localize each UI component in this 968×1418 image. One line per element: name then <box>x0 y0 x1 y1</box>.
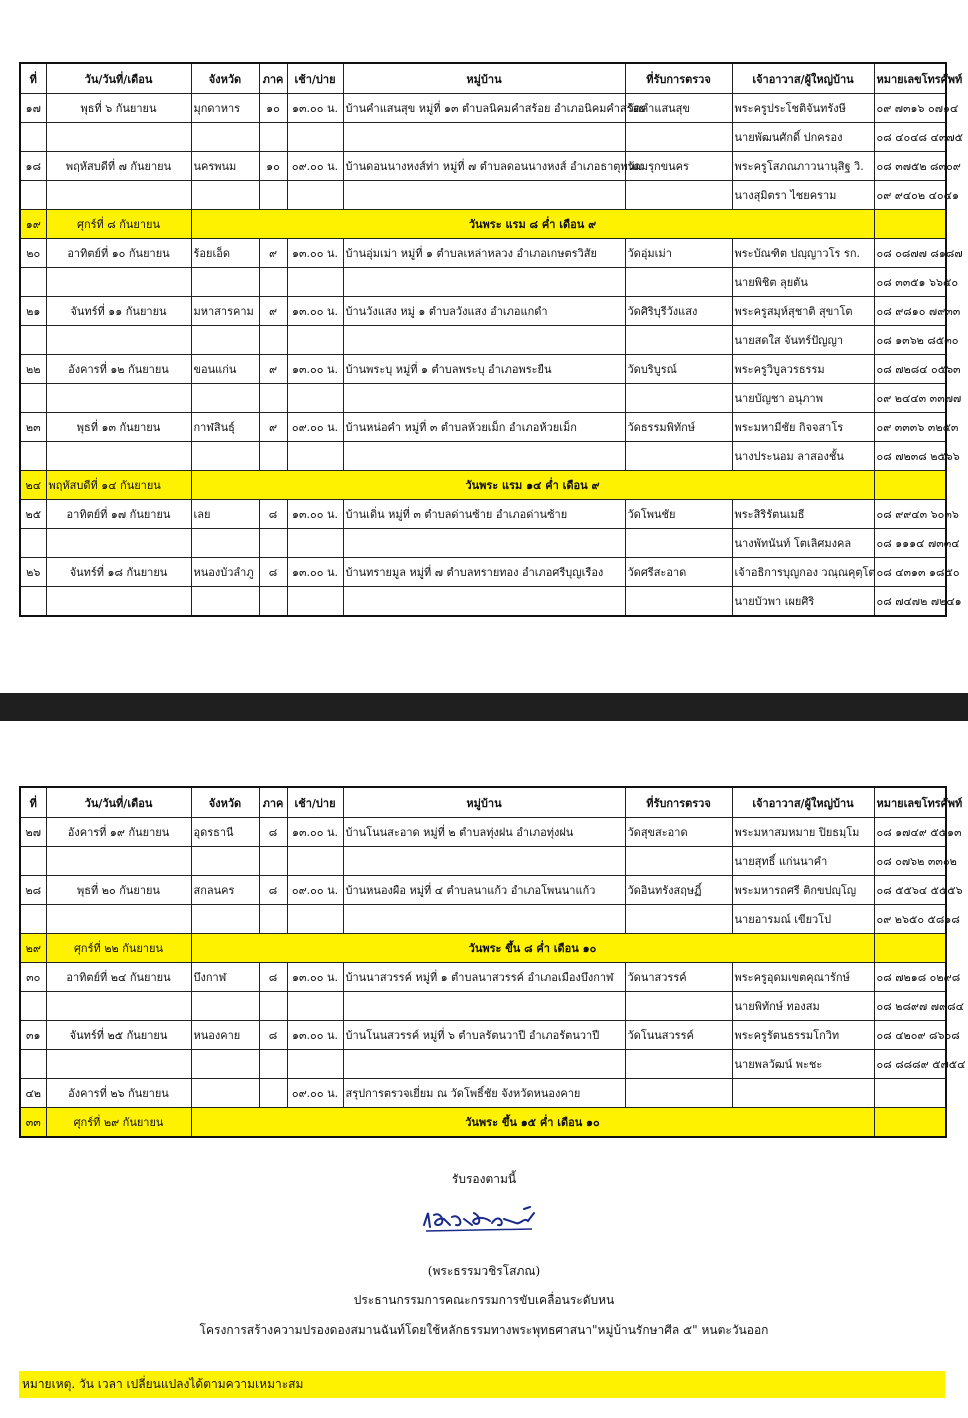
empty-cell <box>732 1079 874 1108</box>
headman-cell: นางสุมิตรา ไชยคราม <box>732 181 874 210</box>
table-row <box>20 963 946 992</box>
village-cell: บ้านทรายมูล หมู่ที่ ๗ ตำบลทรายทอง อำเภอศรีบุญเรือง <box>343 558 625 587</box>
region-cell: ๑๐ <box>259 94 287 123</box>
phone-cell: ๐๘ ๗๔๗๒ ๗๒๔๑ <box>874 587 946 617</box>
empty-cell <box>287 326 343 355</box>
table-row <box>20 1021 946 1050</box>
empty-cell <box>46 905 191 934</box>
phone-cell: ๐๘ ๑๑๑๔ ๗๓๓๔ <box>874 529 946 558</box>
row-number: ๒๙ <box>20 934 46 963</box>
date-cell: พฤหัสบดีที่ ๑๔ กันยายน <box>46 471 191 500</box>
column-header: ภาค <box>259 787 287 818</box>
abbot-cell: พระครูอุดมเขตคุณารักษ์ <box>732 963 874 992</box>
date-cell: จันทร์ที่ ๑๘ กันยายน <box>46 558 191 587</box>
place-cell: วัดมรุกขนคร <box>625 152 732 181</box>
date-cell: อังคารที่ ๑๙ กันยายน <box>46 818 191 847</box>
column-header: เจ้าอาวาส/ผู้ใหญ่บ้าน <box>732 787 874 818</box>
empty-cell <box>259 268 287 297</box>
place-cell: วัดโพนชัย <box>625 500 732 529</box>
time-cell: ๐๙.๐๐ น. <box>287 152 343 181</box>
empty-cell <box>287 587 343 617</box>
empty-cell <box>259 529 287 558</box>
empty-cell <box>20 847 46 876</box>
empty-cell <box>259 181 287 210</box>
empty-cell <box>625 181 732 210</box>
empty-cell <box>625 847 732 876</box>
abbot-cell: เจ้าอธิการบุญกอง วณฺณคุตฺโต <box>732 558 874 587</box>
empty-cell <box>20 181 46 210</box>
phone-cell: ๐๙ ๒๖๕๐ ๕๘๑๘ <box>874 905 946 934</box>
empty-cell <box>46 442 191 471</box>
place-cell: วัดนาสวรรค์ <box>625 963 732 992</box>
table-row-secondary <box>20 123 946 152</box>
province-cell: ขอนแก่น <box>191 355 259 384</box>
table-row-secondary <box>20 587 946 617</box>
empty-cell <box>20 326 46 355</box>
table-row-secondary <box>20 384 946 413</box>
time-cell: ๑๓.๐๐ น. <box>287 1021 343 1050</box>
empty-cell <box>259 1050 287 1079</box>
time-cell: ๑๓.๐๐ น. <box>287 297 343 326</box>
empty-cell <box>20 587 46 617</box>
province-cell: อุดรธานี <box>191 818 259 847</box>
empty-cell <box>259 123 287 152</box>
empty-cell <box>191 384 259 413</box>
empty-cell <box>874 1079 946 1108</box>
empty-cell <box>20 529 46 558</box>
place-cell: วัดศิริบุรีวังแสง <box>625 297 732 326</box>
row-number: ๒๑ <box>20 297 46 326</box>
empty-cell <box>259 384 287 413</box>
date-cell: จันทร์ที่ ๑๑ กันยายน <box>46 297 191 326</box>
footnote: หมายเหตุ. วัน เวลา เปลี่ยนแปลงได้ตามความเหมาะสม <box>19 1371 945 1398</box>
column-header: เช้า/บ่าย <box>287 63 343 94</box>
village-cell: บ้านนาสวรรค์ หมู่ที่ ๑ ตำบลนาสวรรค์ อำเภอเมืองบึงกาฬ <box>343 963 625 992</box>
empty-cell <box>191 1079 259 1108</box>
empty-cell <box>191 268 259 297</box>
table-row <box>20 500 946 529</box>
region-cell: ๑๐ <box>259 152 287 181</box>
province-cell: สกลนคร <box>191 876 259 905</box>
signer-name: (พระธรรมวชิรโสภณ) <box>427 1264 541 1278</box>
phone-cell: ๐๘ ๔๐๔๘ ๔๓๗๕ <box>874 123 946 152</box>
table-row <box>20 413 946 442</box>
empty-cell <box>343 181 625 210</box>
empty-cell <box>343 587 625 617</box>
abbot-cell: พระบัณฑิต ปญฺญาวโร รก. <box>732 239 874 268</box>
village-cell: บ้านอุ่มเม่า หมู่ที่ ๑ ตำบลเหล่าหลวง อำเภอเกษตรวิสัย <box>343 239 625 268</box>
empty-cell <box>20 123 46 152</box>
empty-cell <box>46 1050 191 1079</box>
table-row <box>20 355 946 384</box>
time-cell: ๑๓.๐๐ น. <box>287 355 343 384</box>
empty-cell <box>343 905 625 934</box>
column-header: หมู่บ้าน <box>343 787 625 818</box>
schedule-table-1 <box>19 62 963 617</box>
place-cell: วัดธรรมพิทักษ์ <box>625 413 732 442</box>
date-cell: อาทิตย์ที่ ๒๔ กันยายน <box>46 963 191 992</box>
empty-cell <box>259 442 287 471</box>
holiday-row <box>20 934 946 963</box>
headman-cell: นายสดใส จันทร์ปัญญา <box>732 326 874 355</box>
row-number: ๒๔ <box>20 471 46 500</box>
abbot-cell: พระครูประโชติจันทรังษี <box>732 94 874 123</box>
region-cell: ๘ <box>259 818 287 847</box>
empty-cell <box>343 529 625 558</box>
empty-cell <box>20 1050 46 1079</box>
headman-cell: นางพัทนันท์ โตเลิศมงคล <box>732 529 874 558</box>
empty-cell <box>20 268 46 297</box>
empty-cell <box>259 992 287 1021</box>
empty-cell <box>625 268 732 297</box>
region-cell: ๙ <box>259 413 287 442</box>
date-cell: พุธที่ ๖ กันยายน <box>46 94 191 123</box>
phone-cell: ๐๘ ๘๘๘๙ ๕๗๕๔ <box>874 1050 946 1079</box>
column-header: จังหวัด <box>191 63 259 94</box>
phone-cell: ๐๘ ๓๓๕๑ ๖๖๕๐ <box>874 268 946 297</box>
empty-cell <box>191 181 259 210</box>
empty-cell <box>287 384 343 413</box>
headman-cell: นายอารมณ์ เขียวโป <box>732 905 874 934</box>
holiday-label: วันพระ แรม ๑๔ ค่ำ เดือน ๙ <box>191 471 874 500</box>
empty-cell <box>287 123 343 152</box>
phone-cell: ๐๘ ๙๘๑๐ ๗๙๓๓ <box>874 297 946 326</box>
province-cell: นครพนม <box>191 152 259 181</box>
empty-cell <box>191 529 259 558</box>
phone-cell: ๐๙ ๙๔๐๒ ๔๐๔๑ <box>874 181 946 210</box>
abbot-cell: พระมหามีชัย กิจจสาโร <box>732 413 874 442</box>
phone-cell: ๐๘ ๕๕๖๔ ๕๕๕๖ <box>874 876 946 905</box>
row-number: ๒๖ <box>20 558 46 587</box>
empty-cell <box>259 1079 287 1108</box>
empty-cell <box>191 1050 259 1079</box>
table-row <box>20 152 946 181</box>
headman-cell: นางประนอม ลาสองชั้น <box>732 442 874 471</box>
table-row-secondary <box>20 905 946 934</box>
empty-cell <box>20 905 46 934</box>
region-cell: ๘ <box>259 876 287 905</box>
empty-cell <box>343 1050 625 1079</box>
certify-text: รับรองตามนี้ <box>451 1172 517 1186</box>
abbot-cell: พระครูรัตนธรรมโกวิท <box>732 1021 874 1050</box>
headman-cell: นายพลวัฒน์ พะชะ <box>732 1050 874 1079</box>
province-cell: หนองคาย <box>191 1021 259 1050</box>
phone-cell: ๐๘ ๑๓๖๒ ๘๕๓๐ <box>874 326 946 355</box>
phone-cell: ๐๘ ๑๗๔๙ ๕๕๑๓ <box>874 818 946 847</box>
column-header: หมู่บ้าน <box>343 63 625 94</box>
empty-cell <box>874 934 946 963</box>
empty-cell <box>46 384 191 413</box>
abbot-cell: พระครูโสภณภาวนานุสิฐ วิ. <box>732 152 874 181</box>
empty-cell <box>625 1050 732 1079</box>
table-row-secondary <box>20 992 946 1021</box>
column-header: หมายเลขโทรศัพท์ <box>874 787 946 818</box>
province-cell: ร้อยเอ็ด <box>191 239 259 268</box>
phone-cell: ๐๙ ๗๓๑๖ ๐๗๑๔ <box>874 94 946 123</box>
empty-cell <box>625 587 732 617</box>
row-number: ๒๕ <box>20 500 46 529</box>
column-header: หมายเลขโทรศัพท์ <box>874 63 946 94</box>
phone-cell: ๐๘ ๐๗๖๒ ๓๓๐๒ <box>874 847 946 876</box>
empty-cell <box>343 847 625 876</box>
row-number: ๒๒ <box>20 355 46 384</box>
empty-cell <box>287 268 343 297</box>
empty-cell <box>20 442 46 471</box>
phone-cell: ๐๘ ๙๙๔๓ ๖๐๓๖ <box>874 500 946 529</box>
time-cell: ๑๓.๐๐ น. <box>287 558 343 587</box>
project-name: โครงการสร้างความปรองดองสมานฉันท์โดยใช้หลักธรรมทางพระพุทธศาสนา"หมู่บ้านรักษาศีล ๕" หนตะวันออก <box>199 1323 769 1337</box>
empty-cell <box>343 123 625 152</box>
table-row <box>20 558 946 587</box>
phone-cell: ๐๘ ๒๘๙๗ ๗๙๘๔ <box>874 992 946 1021</box>
phone-cell: ๐๙ ๓๓๓๖ ๓๒๕๓ <box>874 413 946 442</box>
village-cell: บ้านดอนนางหงส์ท่า หมู่ที่ ๗ ตำบลดอนนางหงส์ อำเภอธาตุพนม <box>343 152 625 181</box>
empty-cell <box>46 587 191 617</box>
empty-cell <box>343 268 625 297</box>
empty-cell <box>191 123 259 152</box>
column-header: ที่รับการตรวจ <box>625 63 732 94</box>
time-cell: ๐๙.๐๐ น. <box>287 1079 343 1108</box>
table-row <box>20 239 946 268</box>
date-cell: พุธที่ ๒๐ กันยายน <box>46 876 191 905</box>
holiday-label: วันพระ แรม ๘ ค่ำ เดือน ๙ <box>191 210 874 239</box>
table-row <box>20 94 946 123</box>
empty-cell <box>46 992 191 1021</box>
empty-cell <box>287 529 343 558</box>
time-cell: ๑๓.๐๐ น. <box>287 94 343 123</box>
phone-cell: ๐๙ ๒๔๔๓ ๓๓๗๗ <box>874 384 946 413</box>
date-cell: จันทร์ที่ ๒๕ กันยายน <box>46 1021 191 1050</box>
phone-cell: ๐๘ ๗๒๑๘ ๐๒๙๘ <box>874 963 946 992</box>
date-cell: ศุกร์ที่ ๒๒ กันยายน <box>46 934 191 963</box>
region-cell: ๘ <box>259 1021 287 1050</box>
village-cell: สรุปการตรวจเยี่ยม ณ วัดโพธิ์ชัย จังหวัดหนองคาย <box>343 1079 625 1108</box>
place-cell: วัดโนนสวรรค์ <box>625 1021 732 1050</box>
empty-cell <box>625 442 732 471</box>
date-cell: พฤหัสบดีที่ ๗ กันยายน <box>46 152 191 181</box>
empty-cell <box>191 442 259 471</box>
region-cell: ๘ <box>259 963 287 992</box>
schedule-table-2 <box>19 786 966 1138</box>
village-cell: บ้านพระบุ หมู่ที่ ๑ ตำบลพระบุ อำเภอพระยืน <box>343 355 625 384</box>
empty-cell <box>287 905 343 934</box>
empty-cell <box>259 905 287 934</box>
empty-cell <box>625 123 732 152</box>
time-cell: ๑๓.๐๐ น. <box>287 818 343 847</box>
row-number: ๔๒ <box>20 1079 46 1108</box>
table-row <box>20 297 946 326</box>
region-cell: ๙ <box>259 355 287 384</box>
table-row <box>20 818 946 847</box>
place-cell: วัดอินทรังสฤษฏิ์ <box>625 876 732 905</box>
empty-cell <box>259 326 287 355</box>
headman-cell: นายพิชิต ลุยตัน <box>732 268 874 297</box>
table-row-secondary <box>20 847 946 876</box>
empty-cell <box>343 384 625 413</box>
row-number: ๓๐ <box>20 963 46 992</box>
empty-cell <box>625 384 732 413</box>
empty-cell <box>46 326 191 355</box>
empty-cell <box>259 847 287 876</box>
table-row-secondary <box>20 268 946 297</box>
date-cell: พุธที่ ๑๓ กันยายน <box>46 413 191 442</box>
time-cell: ๐๙.๐๐ น. <box>287 876 343 905</box>
column-header: วัน/วันที่/เดือน <box>46 787 191 818</box>
empty-cell <box>46 529 191 558</box>
province-cell: กาฬสินธุ์ <box>191 413 259 442</box>
column-header: จังหวัด <box>191 787 259 818</box>
empty-cell <box>874 210 946 239</box>
region-cell: ๘ <box>259 558 287 587</box>
village-cell: บ้านหนองผือ หมู่ที่ ๔ ตำบลนาแก้ว อำเภอโพนนาแก้ว <box>343 876 625 905</box>
table-row-secondary <box>20 1050 946 1079</box>
headman-cell: นายสุทธิ์ แก่นนาคำ <box>732 847 874 876</box>
empty-cell <box>343 326 625 355</box>
phone-cell: ๐๘ ๐๘๗๗ ๘๑๘๗ <box>874 239 946 268</box>
date-cell: อาทิตย์ที่ ๑๗ กันยายน <box>46 500 191 529</box>
header-row <box>20 63 946 94</box>
table-row-secondary <box>20 326 946 355</box>
empty-cell <box>46 847 191 876</box>
province-cell: หนองบัวลำภู <box>191 558 259 587</box>
table-row-secondary <box>20 181 946 210</box>
phone-cell: ๐๘ ๗๒๘๔ ๐๕๖๓ <box>874 355 946 384</box>
empty-cell <box>625 905 732 934</box>
holiday-row <box>20 471 946 500</box>
empty-cell <box>20 992 46 1021</box>
region-cell: ๙ <box>259 239 287 268</box>
date-cell: ศุกร์ที่ ๒๙ กันยายน <box>46 1108 191 1138</box>
column-header: เช้า/บ่าย <box>287 787 343 818</box>
row-number: ๓๓ <box>20 1108 46 1138</box>
header-row <box>20 787 946 818</box>
region-cell: ๘ <box>259 500 287 529</box>
province-cell: เลย <box>191 500 259 529</box>
holiday-row <box>20 1108 946 1138</box>
abbot-cell: พระครูสมุห์สุชาติ สุขาโต <box>732 297 874 326</box>
abbot-cell: พระครูวิบูลวรธรรม <box>732 355 874 384</box>
column-header: เจ้าอาวาส/ผู้ใหญ่บ้าน <box>732 63 874 94</box>
empty-cell <box>20 384 46 413</box>
empty-cell <box>287 992 343 1021</box>
table-row-secondary <box>20 442 946 471</box>
place-cell: วัดคำแสนสุข <box>625 94 732 123</box>
village-cell: บ้านโนนสะอาด หมู่ที่ ๒ ตำบลทุ่งฝน อำเภอทุ่งฝน <box>343 818 625 847</box>
time-cell: ๐๙.๐๐ น. <box>287 413 343 442</box>
region-cell: ๙ <box>259 297 287 326</box>
empty-cell <box>287 1050 343 1079</box>
empty-cell <box>191 905 259 934</box>
row-number: ๒๘ <box>20 876 46 905</box>
phone-cell: ๐๘ ๗๒๓๘ ๒๕๖๖ <box>874 442 946 471</box>
row-number: ๒๗ <box>20 818 46 847</box>
row-number: ๑๙ <box>20 210 46 239</box>
date-cell: ศุกร์ที่ ๘ กันยายน <box>46 210 191 239</box>
abbot-cell: พระมหารถศรี ติกขปญฺโญ <box>732 876 874 905</box>
empty-cell <box>287 442 343 471</box>
time-cell: ๑๓.๐๐ น. <box>287 500 343 529</box>
empty-cell <box>343 442 625 471</box>
column-header: ที่รับการตรวจ <box>625 787 732 818</box>
empty-cell <box>46 181 191 210</box>
page-divider <box>0 693 968 721</box>
empty-cell <box>874 471 946 500</box>
phone-cell: ๐๘ ๓๗๕๒ ๘๓๐๙ <box>874 152 946 181</box>
province-cell: บึงกาฬ <box>191 963 259 992</box>
village-cell: บ้านโนนสวรรค์ หมู่ที่ ๖ ตำบลรัตนวาปี อำเภอรัตนวาปี <box>343 1021 625 1050</box>
row-number: ๒๓ <box>20 413 46 442</box>
empty-cell <box>191 992 259 1021</box>
column-header: วัน/วันที่/เดือน <box>46 63 191 94</box>
table-row <box>20 876 946 905</box>
time-cell: ๑๓.๐๐ น. <box>287 963 343 992</box>
abbot-cell: พระมหาสมหมาย ปิยธมฺโม <box>732 818 874 847</box>
abbot-cell: พระสิริรัตนเมธี <box>732 500 874 529</box>
empty-cell <box>287 181 343 210</box>
row-number: ๒๐ <box>20 239 46 268</box>
place-cell: วัดศรีสะอาด <box>625 558 732 587</box>
empty-cell <box>625 992 732 1021</box>
place-cell: วัดอุ่มเม่า <box>625 239 732 268</box>
holiday-row <box>20 210 946 239</box>
date-cell: อาทิตย์ที่ ๑๐ กันยายน <box>46 239 191 268</box>
place-cell: วัดสุขสะอาด <box>625 818 732 847</box>
empty-cell <box>46 268 191 297</box>
column-header: ที่ <box>20 787 46 818</box>
empty-cell <box>625 529 732 558</box>
time-cell: ๑๓.๐๐ น. <box>287 239 343 268</box>
summary-row <box>20 1079 946 1108</box>
signature <box>420 1203 540 1239</box>
empty-cell <box>625 326 732 355</box>
empty-cell <box>625 1079 732 1108</box>
village-cell: บ้านคำแสนสุข หมู่ที่ ๑๓ ตำบลนิคมคำสร้อย อำเภอนิคมคำสร้อย <box>343 94 625 123</box>
holiday-label: วันพระ ขึ้น ๘ ค่ำ เดือน ๑๐ <box>191 934 874 963</box>
empty-cell <box>343 992 625 1021</box>
village-cell: บ้านเดิ่น หมู่ที่ ๓ ตำบลด่านซ้าย อำเภอด่านซ้าย <box>343 500 625 529</box>
empty-cell <box>259 587 287 617</box>
village-cell: บ้านหน่อคำ หมู่ที่ ๓ ตำบลห้วยเม็ก อำเภอห้วยเม็ก <box>343 413 625 442</box>
empty-cell <box>191 326 259 355</box>
headman-cell: นายบัวพา เผยศิริ <box>732 587 874 617</box>
province-cell: มหาสารคาม <box>191 297 259 326</box>
village-cell: บ้านวังแสง หมู่ ๑ ตำบลวังแสง อำเภอแกดำ <box>343 297 625 326</box>
column-header: ที่ <box>20 63 46 94</box>
empty-cell <box>191 847 259 876</box>
headman-cell: นายพัฒนศักดิ์ ปกครอง <box>732 123 874 152</box>
signer-position: ประธานกรรมการคณะกรรมการขับเคลื่อนระดับหน <box>353 1293 615 1307</box>
row-number: ๑๗ <box>20 94 46 123</box>
date-cell: อังคารที่ ๒๖ กันยายน <box>46 1079 191 1108</box>
table-row-secondary <box>20 529 946 558</box>
province-cell: มุกดาหาร <box>191 94 259 123</box>
headman-cell: นายพิทักษ์ ทองสม <box>732 992 874 1021</box>
phone-cell: ๐๘ ๔๒๐๙ ๘๖๐๘ <box>874 1021 946 1050</box>
place-cell: วัดบริบูรณ์ <box>625 355 732 384</box>
row-number: ๑๘ <box>20 152 46 181</box>
row-number: ๓๑ <box>20 1021 46 1050</box>
headman-cell: นายบัญชา อนุภาพ <box>732 384 874 413</box>
empty-cell <box>287 847 343 876</box>
empty-cell <box>191 587 259 617</box>
phone-cell: ๐๘ ๔๓๑๓ ๑๘๕๐ <box>874 558 946 587</box>
empty-cell <box>46 123 191 152</box>
date-cell: อังคารที่ ๑๒ กันยายน <box>46 355 191 384</box>
empty-cell <box>874 1108 946 1138</box>
holiday-label: วันพระ ขึ้น ๑๕ ค่ำ เดือน ๑๐ <box>191 1108 874 1138</box>
column-header: ภาค <box>259 63 287 94</box>
